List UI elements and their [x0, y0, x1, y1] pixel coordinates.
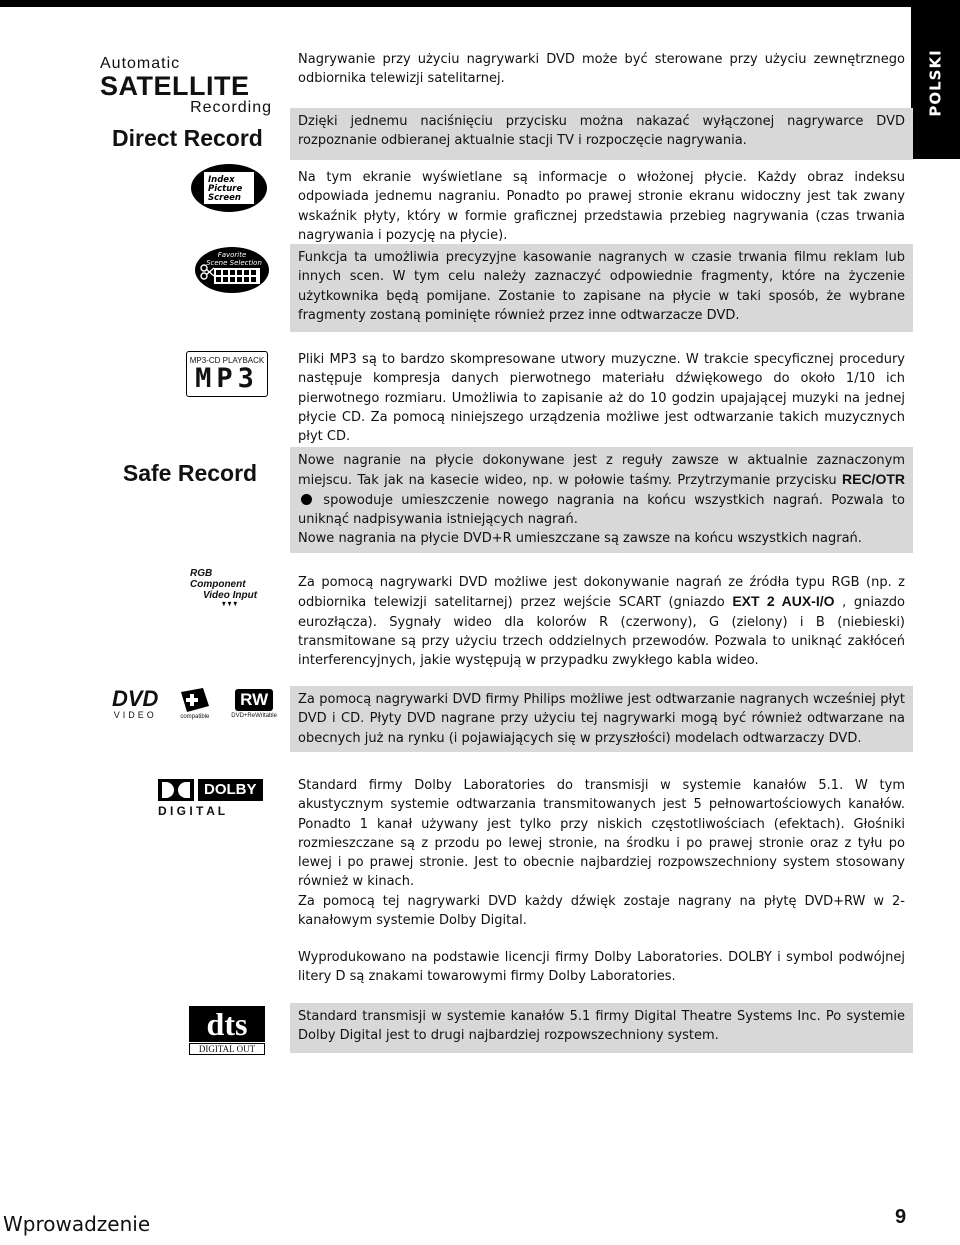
language-tab — [911, 7, 960, 159]
favorite-scene-selection-logo — [194, 246, 270, 294]
compatible-text: compatible — [180, 714, 210, 720]
rgb-arrows-icon — [210, 601, 250, 608]
logo-automatic: Automatic — [100, 54, 181, 72]
dvd-video-logo — [112, 688, 158, 720]
logo-recording: Recording — [190, 98, 272, 116]
safe-record-title: Safe Record — [122, 459, 258, 486]
dvd-rw-logo — [231, 689, 277, 719]
dolby-digital-logo — [158, 778, 264, 818]
dolby-license-para: Wyprodukowano na podstawie licencji firmy Dolby Laboratories. DOLBY i symbol podwójnej litery D są znakami towarowymi firmy Dolby Laboratories. — [298, 950, 905, 985]
rgb-logo-line-1: RGB Component — [190, 568, 246, 590]
safe-record-para-1 — [298, 451, 905, 529]
record-dot-icon — [301, 494, 312, 505]
logo-direct-record: Direct Record — [112, 124, 263, 151]
top-rule — [0, 0, 960, 7]
rgb-para-a: Za pomocą nagrywarki DVD możliwe jest dokonywanie nagrań ze źródła typu RGB (np. z odbiornika telewizji satelitarnej) przez wejście SCART (gniazdo — [298, 575, 905, 611]
dolby-text: DOLBY — [198, 779, 263, 801]
direct-record-para-2: Dzięki jednemu naciśnięciu przycisku można nakazać wyłączonej nagrywarce DVD rozpoznanie odbieranej aktualnie stacji TV i rozpoczęcie nagrywania. — [298, 114, 905, 149]
dolby-para-2: Za pomocą tej nagrywarki DVD każdy dźwięk zostaje nagrany na płytę DVD+RW w 2-kanałowym systemie Dolby Digital. — [298, 893, 905, 929]
dolby-license-text — [290, 944, 913, 991]
index-picture-screen-logo — [190, 163, 268, 213]
safe-record-para-1-a: Nowe nagranie na płycie dokonywane jest z reguły zawsze w aktualnie zaznaczonym miejscu. Tak jak na kasecie wideo, np. w połowie taśmy. Przytrzymanie przycisku — [298, 453, 905, 489]
logo-satellite: SATELLITE — [100, 70, 250, 101]
rw-logo-text: RW — [235, 689, 273, 711]
dvd-plus-compatible-logo — [177, 688, 213, 720]
dvd-compat-para: Za pomocą nagrywarki DVD firmy Philips możliwe jest odtwarzanie nagranych wcześniej płyt DVD i CD. Płyty DVD nagrane przy użyciu tej nagrywarki mogą być również odtwarzane na obecnych już na rynku (i pojawiających się w przyszłości) modelach odtwarzaczy DVD. — [298, 692, 905, 746]
direct-record-text — [290, 46, 913, 93]
rgb-logo-line-2: Video Input — [202, 590, 258, 601]
dts-text-block — [290, 1003, 913, 1053]
dvd-video-text: VIDEO — [113, 710, 157, 720]
rw-logo-label: DVD+ReWritable — [231, 713, 277, 719]
dts-digital-out-text: DIGITAL OUT — [189, 1043, 265, 1055]
dvd-plus-icon — [177, 688, 213, 714]
index-logo-line-3: Screen — [208, 193, 241, 203]
language-tab-label: POLSKI — [926, 49, 945, 117]
index-logo-line-1: Index — [208, 175, 235, 185]
digital-text: D I G I T A L — [158, 803, 226, 818]
mp3-para: Pliki MP3 są to bardzo skompresowane utwory muzyczne. W trakcie specyficznej procedury następuje kompresja danych pierwotnego materiału dźwiękowego do około 1/10 ich pierwotnego rozmiaru. Umożliwia to zapisanie aż do 10 godzin upajającej muzyki na jednej płycie CD. Za pomocą niniejszego urządzenia możliwe jest odtwarzanie takich muzycznych płyt CD. — [298, 352, 905, 445]
rgb-para — [298, 573, 905, 670]
rgb-text — [290, 569, 913, 674]
page-number: 9 — [895, 1206, 907, 1228]
mp3-logo-big: MP3 — [195, 363, 259, 394]
dvd-compat-text — [290, 686, 913, 752]
rgb-component-logo — [190, 568, 270, 608]
safe-record-logo — [115, 458, 265, 488]
dts-digital-out-logo — [188, 1006, 266, 1054]
mp3-logo-label: MP3-CD PLAYBACK — [189, 356, 265, 365]
mp3-text — [290, 346, 913, 450]
dts-text: dts — [189, 1006, 265, 1042]
dvd-logo-text: DVD — [112, 686, 159, 711]
favorite-scene-para: Funkcja ta umożliwia precyzyjne kasowanie nagranych w czasie trwania filmu reklam lub innych scen. W tym celu należy zaznaczyć odpowiednie fragmenty, które na życzenie użytkownika będą pomijane. Zostanie to zapisane na płycie w taki sposób, że wybrane fragmenty zostaną pominięte również przez inne odtwarzacze DVD. — [298, 250, 905, 323]
direct-record-text-shaded — [290, 108, 913, 160]
dolby-para-1: Standard firmy Dolby Laboratories do transmisji w systemie kanałów 5.1. W tym akustycznym systemie odtwarzania transmitowanych jest 5 pełnowartościowych kanałów. Ponadto 1 kanał używany jest tylko przy niskich częstotliwościach (efektach). Głośniki rozmieszczane są z przodu po lewej stronie, na środku i po prawej stronie oraz z tyłu po lewej i po prawej stronie. Jest to obecnie najbardziej rozpowszechniony system stosowany również w kinach. — [298, 778, 905, 890]
rec-otr-key: REC/OTR — [842, 471, 905, 488]
dvd-logos — [112, 684, 277, 724]
favorite-logo-line-2: Scene Selection — [206, 259, 262, 267]
direct-record-para-1: Nagrywanie przy użyciu nagrywarki DVD może być sterowane przy użyciu zewnętrznego odbiornika telewizji satelitarnej. — [298, 52, 905, 87]
safe-record-text — [290, 447, 913, 553]
index-logo-line-2: Picture — [208, 184, 243, 194]
favorite-scene-text — [290, 244, 913, 332]
index-picture-screen-icon — [190, 163, 268, 213]
double-d-icon — [158, 779, 194, 801]
dolby-text-block — [290, 772, 913, 934]
favorite-logo-line-1: Favorite — [217, 251, 247, 259]
index-picture-para: Na tym ekranie wyświetlane są informacje o włożonej płycie. Każdy obraz indeksu odpowiada jednemu nagraniu. Ponadto po prawej stronie ekranu widoczny jest tak zwany wskaźnik płyty, który w formie graficznej przedstawia przebieg nagrywania (czas trwania nagrywania i pozycję na płycie). — [298, 170, 905, 243]
safe-record-para-2: Nowe nagrania na płycie DVD+R umieszczane są zawsze na końcu wszystkich nagrań. — [298, 531, 862, 547]
satellite-recording-logo — [100, 48, 280, 158]
footer-section-title: Wprowadzenie — [3, 1212, 151, 1236]
favorite-scene-icon — [194, 246, 270, 294]
dolby-top-row — [158, 779, 263, 801]
mp3-cd-playback-logo — [186, 351, 268, 397]
ext2-aux-key: EXT 2 AUX-I/O — [732, 593, 835, 610]
safe-record-para-1-b: spowoduje umieszczenie nowego nagrania na końcu wszystkich nagrań. Pozwala to uniknąć nadpisywania istniejących nagrań. — [298, 492, 905, 527]
rgb-para-b: , gniazdo eurozłącza). Sygnały wideo dla kolorów R (czerwony), G (zielony) i B (niebieski) transmitowane są przy użyciu trzech oddzielnych przewodów. Pozwala to uniknąć zakłóceń interferencyjnych, jakie występują w przypadku zwykłego kabla wideo. — [298, 595, 905, 669]
dts-para: Standard transmisji w systemie kanałów 5.1 firmy Digital Theatre Systems Inc. Po systemie Dolby Digital jest to drugi najbardziej rozpowszechniony system. — [298, 1009, 905, 1044]
index-picture-text — [290, 164, 913, 249]
